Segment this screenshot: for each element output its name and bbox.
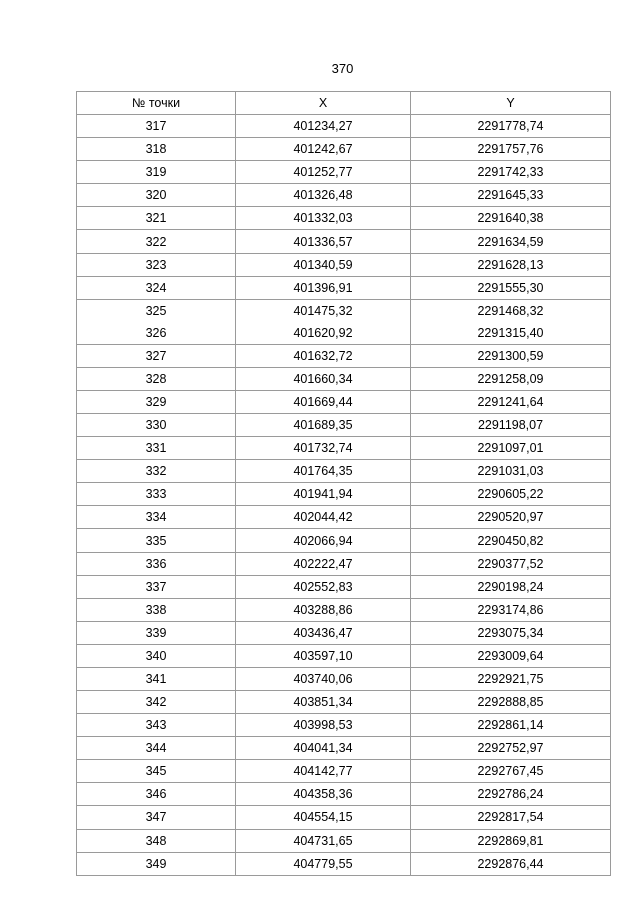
x-coordinate-cell: 402222,47: [236, 552, 411, 575]
x-coordinate-cell: 401242,67: [236, 138, 411, 161]
y-coordinate-cell: 2291640,38: [411, 207, 611, 230]
x-coordinate-cell: 401660,34: [236, 367, 411, 390]
y-coordinate-cell: 2291555,30: [411, 276, 611, 299]
x-coordinate-cell: 401689,35: [236, 414, 411, 437]
point-number-cell: 349: [77, 852, 236, 875]
table-row: [77, 230, 611, 253]
x-coordinate-cell: 401336,57: [236, 230, 411, 253]
x-coordinate-cell: 401340,59: [236, 253, 411, 276]
point-number-cell: 329: [77, 391, 236, 414]
point-number-cell: 347: [77, 806, 236, 829]
table-row: [77, 138, 611, 161]
x-coordinate-cell: 401941,94: [236, 483, 411, 506]
table-row: [77, 367, 611, 390]
point-number-cell: 317: [77, 115, 236, 138]
table-row: [77, 552, 611, 575]
x-coordinate-cell: 401396,91: [236, 276, 411, 299]
y-coordinate-cell: 2291742,33: [411, 161, 611, 184]
x-coordinate-cell: 401332,03: [236, 207, 411, 230]
x-coordinate-cell: 401764,35: [236, 460, 411, 483]
x-coordinate-cell: 401234,27: [236, 115, 411, 138]
point-number-cell: 318: [77, 138, 236, 161]
y-coordinate-cell: 2293009,64: [411, 644, 611, 667]
point-number-cell: 342: [77, 691, 236, 714]
table-row: [77, 344, 611, 367]
x-coordinate-cell: 402066,94: [236, 529, 411, 552]
point-number-cell: 341: [77, 667, 236, 690]
table-row: [77, 829, 611, 852]
point-number-cell: 344: [77, 737, 236, 760]
point-number-cell: 338: [77, 598, 236, 621]
y-coordinate-cell: 2290198,24: [411, 575, 611, 598]
header-y: Y: [411, 92, 611, 115]
x-coordinate-cell: 401475,32: [236, 299, 411, 322]
x-coordinate-cell: 403436,47: [236, 621, 411, 644]
table-row: [77, 760, 611, 783]
table-row: [77, 184, 611, 207]
y-coordinate-cell: 2290520,97: [411, 506, 611, 529]
y-coordinate-cell: 2292752,97: [411, 737, 611, 760]
table-row: [77, 161, 611, 184]
y-coordinate-cell: 2292786,24: [411, 783, 611, 806]
x-coordinate-cell: 401620,92: [236, 322, 411, 345]
table-row: [77, 207, 611, 230]
header-x: X: [236, 92, 411, 115]
point-number-cell: 339: [77, 621, 236, 644]
y-coordinate-cell: 2292861,14: [411, 714, 611, 737]
x-coordinate-cell: 401632,72: [236, 344, 411, 367]
y-coordinate-cell: 2290450,82: [411, 529, 611, 552]
x-coordinate-cell: 403851,34: [236, 691, 411, 714]
table-row: [77, 783, 611, 806]
page-number: 370: [331, 61, 354, 76]
y-coordinate-cell: 2291757,76: [411, 138, 611, 161]
y-coordinate-cell: 2293174,86: [411, 598, 611, 621]
table-row: [77, 437, 611, 460]
y-coordinate-cell: 2291778,74: [411, 115, 611, 138]
y-coordinate-cell: 2291198,07: [411, 414, 611, 437]
x-coordinate-cell: 404142,77: [236, 760, 411, 783]
point-number-cell: 320: [77, 184, 236, 207]
table-row: [77, 714, 611, 737]
point-number-cell: 319: [77, 161, 236, 184]
x-coordinate-cell: 402552,83: [236, 575, 411, 598]
table-row: [77, 667, 611, 690]
y-coordinate-cell: 2291300,59: [411, 344, 611, 367]
table-row: [77, 322, 611, 345]
x-coordinate-cell: 401669,44: [236, 391, 411, 414]
x-coordinate-cell: 404779,55: [236, 852, 411, 875]
x-coordinate-cell: 401732,74: [236, 437, 411, 460]
x-coordinate-cell: 402044,42: [236, 506, 411, 529]
x-coordinate-cell: 404731,65: [236, 829, 411, 852]
point-number-cell: 334: [77, 506, 236, 529]
x-coordinate-cell: 403597,10: [236, 644, 411, 667]
table-row: [77, 506, 611, 529]
table-row: [77, 276, 611, 299]
table-row: [77, 575, 611, 598]
point-number-cell: 326: [77, 322, 236, 345]
table-row: [77, 529, 611, 552]
point-number-cell: 336: [77, 552, 236, 575]
header-point-number: № точки: [77, 92, 236, 115]
table-row: [77, 414, 611, 437]
point-number-cell: 324: [77, 276, 236, 299]
point-number-cell: 345: [77, 760, 236, 783]
point-number-cell: 327: [77, 344, 236, 367]
x-coordinate-cell: 401252,77: [236, 161, 411, 184]
table-row: [77, 115, 611, 138]
y-coordinate-cell: 2293075,34: [411, 621, 611, 644]
point-number-cell: 346: [77, 783, 236, 806]
y-coordinate-cell: 2292888,85: [411, 691, 611, 714]
point-number-cell: 330: [77, 414, 236, 437]
point-number-cell: 337: [77, 575, 236, 598]
table-row: [77, 299, 611, 322]
coordinates-table: [76, 91, 611, 876]
point-number-cell: 332: [77, 460, 236, 483]
point-number-cell: 340: [77, 644, 236, 667]
y-coordinate-cell: 2291258,09: [411, 367, 611, 390]
point-number-cell: 343: [77, 714, 236, 737]
y-coordinate-cell: 2292869,81: [411, 829, 611, 852]
table-row: [77, 460, 611, 483]
x-coordinate-cell: 403288,86: [236, 598, 411, 621]
y-coordinate-cell: 2291097,01: [411, 437, 611, 460]
x-coordinate-cell: 404041,34: [236, 737, 411, 760]
y-coordinate-cell: 2291468,32: [411, 299, 611, 322]
y-coordinate-cell: 2291315,40: [411, 322, 611, 345]
point-number-cell: 331: [77, 437, 236, 460]
table-row: [77, 806, 611, 829]
point-number-cell: 323: [77, 253, 236, 276]
point-number-cell: 335: [77, 529, 236, 552]
y-coordinate-cell: 2292767,45: [411, 760, 611, 783]
point-number-cell: 321: [77, 207, 236, 230]
table-row: [77, 852, 611, 875]
y-coordinate-cell: 2290605,22: [411, 483, 611, 506]
y-coordinate-cell: 2292817,54: [411, 806, 611, 829]
x-coordinate-cell: 403740,06: [236, 667, 411, 690]
x-coordinate-cell: 404554,15: [236, 806, 411, 829]
y-coordinate-cell: 2290377,52: [411, 552, 611, 575]
point-number-cell: 328: [77, 367, 236, 390]
table-row: [77, 598, 611, 621]
point-number-cell: 325: [77, 299, 236, 322]
table-row: [77, 621, 611, 644]
table-row: [77, 737, 611, 760]
table-row: [77, 391, 611, 414]
table-body: [77, 115, 611, 876]
y-coordinate-cell: 2292876,44: [411, 852, 611, 875]
x-coordinate-cell: 404358,36: [236, 783, 411, 806]
y-coordinate-cell: 2291031,03: [411, 460, 611, 483]
y-coordinate-cell: 2291645,33: [411, 184, 611, 207]
point-number-cell: 333: [77, 483, 236, 506]
table-header: [77, 92, 611, 115]
point-number-cell: 348: [77, 829, 236, 852]
table-row: [77, 483, 611, 506]
y-coordinate-cell: 2292921,75: [411, 667, 611, 690]
x-coordinate-cell: 403998,53: [236, 714, 411, 737]
x-coordinate-cell: 401326,48: [236, 184, 411, 207]
table-row: [77, 253, 611, 276]
y-coordinate-cell: 2291634,59: [411, 230, 611, 253]
header-row: [77, 92, 611, 115]
point-number-cell: 322: [77, 230, 236, 253]
table-row: [77, 644, 611, 667]
y-coordinate-cell: 2291241,64: [411, 391, 611, 414]
y-coordinate-cell: 2291628,13: [411, 253, 611, 276]
table-row: [77, 691, 611, 714]
